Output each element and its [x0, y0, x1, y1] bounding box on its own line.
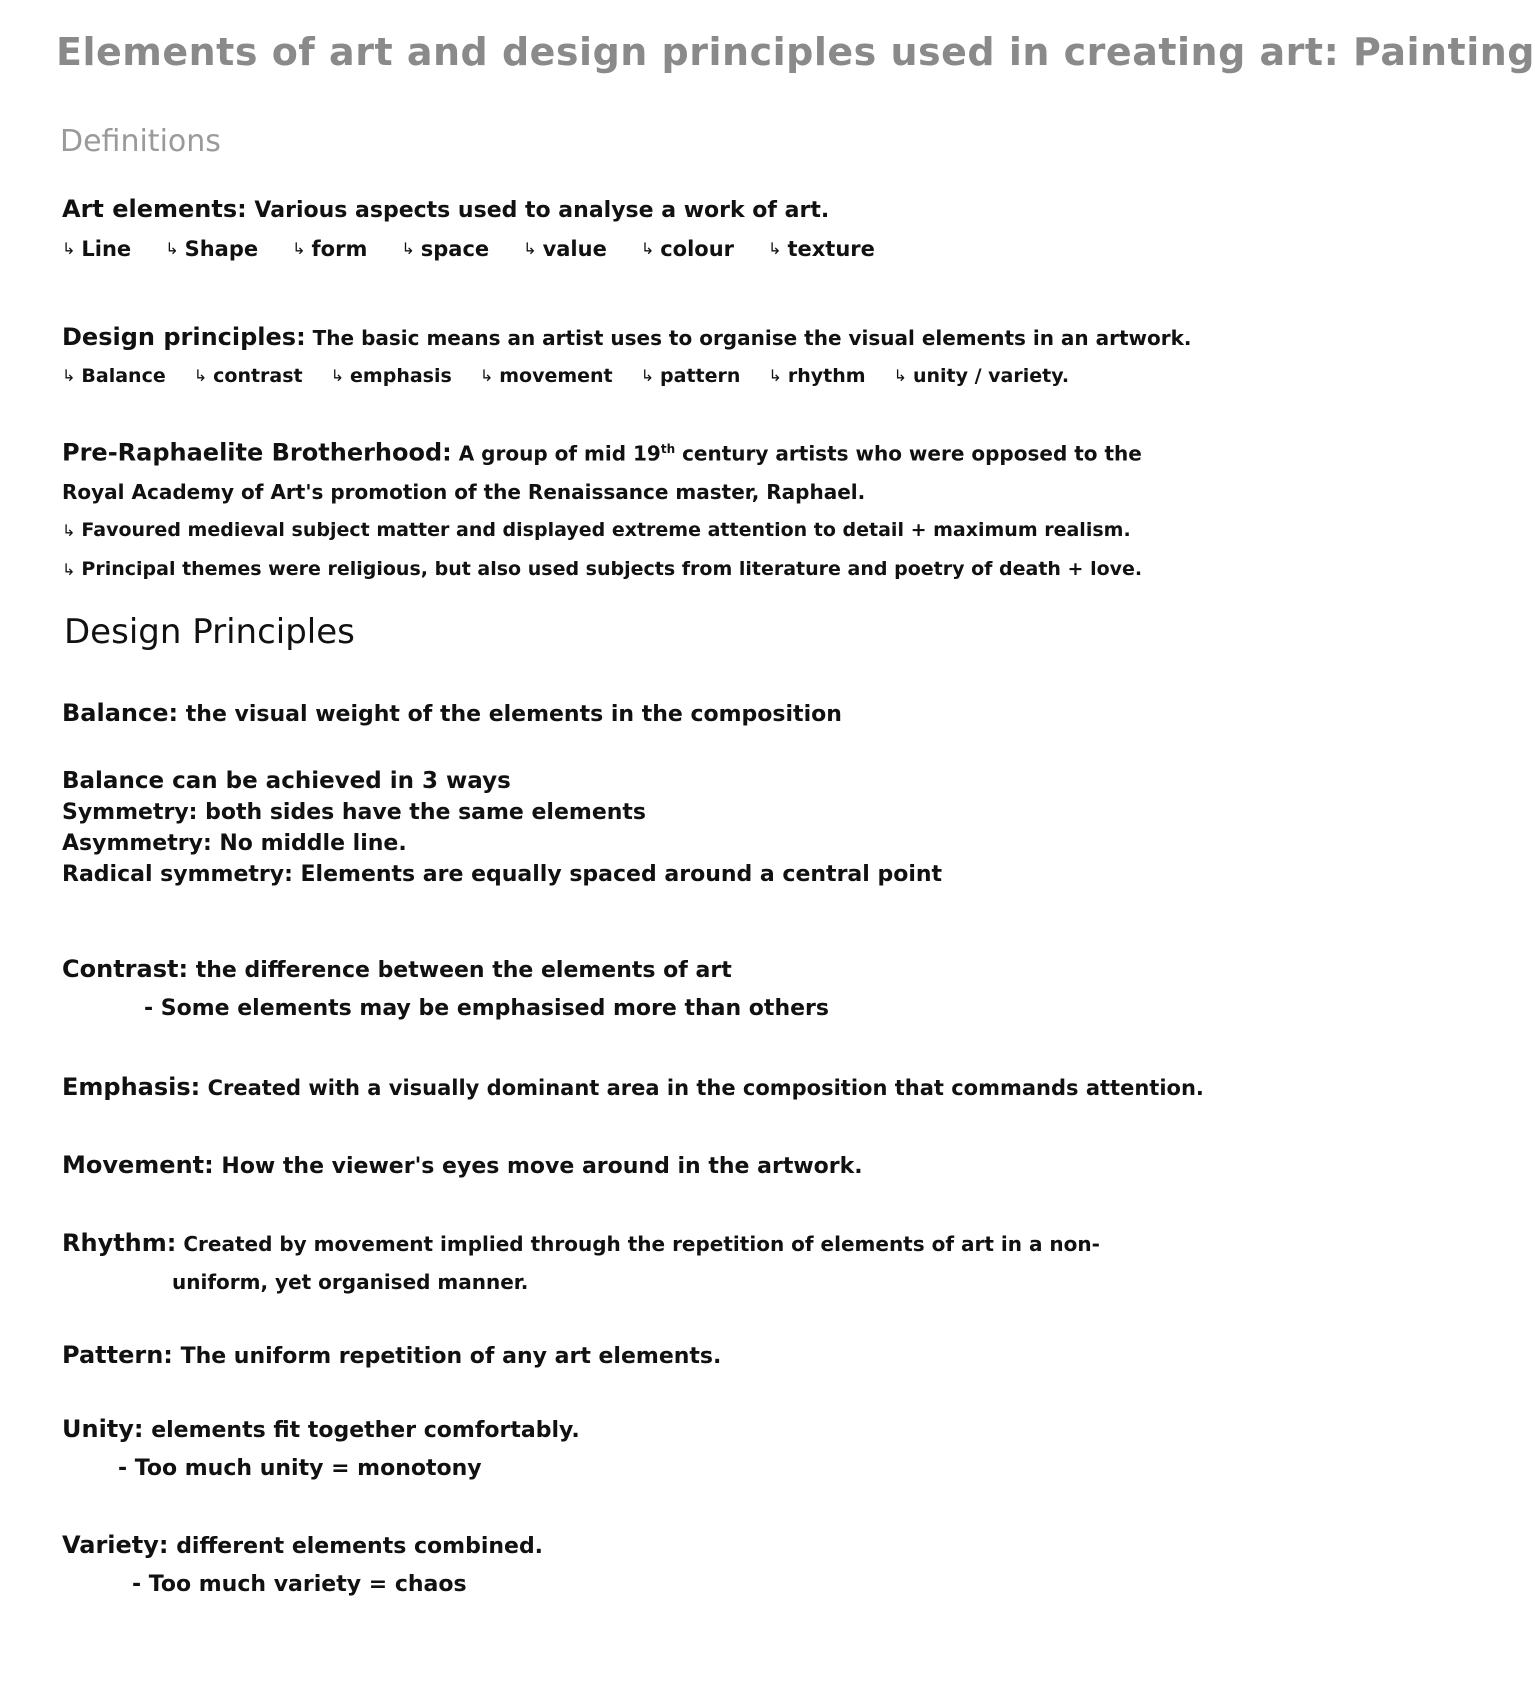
art-elements-block — [62, 190, 1160, 268]
arrow-icon: ↳ — [193, 366, 208, 385]
list-item: ↳ contrast — [194, 357, 303, 395]
list-item: ↳ Line — [62, 230, 131, 268]
contrast-term: Contrast: — [62, 955, 189, 983]
list-item: ↳ Shape — [165, 230, 258, 268]
art-elements-definition: Various aspects used to analyse a work of art. — [254, 198, 830, 223]
movement-term: Movement: — [62, 1151, 214, 1179]
balance-block — [62, 694, 1160, 734]
pre-raphaelite-line1: A group of mid 19 — [458, 441, 661, 466]
arrow-icon: ↳ — [523, 239, 537, 258]
balance-ways-block — [62, 766, 1160, 890]
contrast-block — [62, 950, 1160, 1028]
page-title: Elements of art and design principles used in creating art: Painting — [56, 30, 1535, 74]
rhythm-definition: Created by movement implied through the repetition of elements of art in a non- — [183, 1232, 1100, 1256]
pre-raphaelite-block — [62, 430, 1160, 589]
list-item: ↳ rhythm — [768, 357, 865, 395]
art-elements-list — [62, 230, 1160, 268]
balance-asymmetry: Asymmetry: No middle line. — [62, 831, 407, 856]
design-principles-definition: The basic means an artist uses to organise the visual elements in an artwork. — [312, 326, 1192, 350]
unity-term: Unity: — [62, 1415, 144, 1443]
design-principles-term: Design principles: — [62, 323, 306, 351]
pattern-block — [62, 1336, 1160, 1376]
movement-definition: How the viewer's eyes move around in the artwork. — [221, 1154, 863, 1179]
list-item: ↳ space — [401, 230, 489, 268]
rhythm-block — [62, 1224, 1160, 1301]
emphasis-term: Emphasis: — [62, 1073, 201, 1101]
arrow-icon: ↳ — [401, 239, 415, 258]
contrast-note: - Some elements may be emphasised more than others — [144, 996, 829, 1021]
rhythm-definition-cont: uniform, yet organised manner. — [172, 1270, 529, 1294]
list-item: ↳ emphasis — [331, 357, 452, 395]
list-item: ↳ value — [523, 230, 607, 268]
arrow-icon: ↳ — [640, 239, 655, 258]
pre-raphaelite-line1-cont: century artists who were opposed to the — [682, 441, 1142, 466]
arrow-icon: ↳ — [640, 366, 655, 385]
variety-term: Variety: — [62, 1531, 169, 1559]
pre-raphaelite-line2: Royal Academy of Art's promotion of the Renaissance master, Raphael. — [62, 479, 866, 504]
list-item: ↳ Balance — [62, 357, 166, 395]
movement-block — [62, 1146, 1160, 1186]
list-item: ↳ colour — [641, 230, 734, 268]
balance-symmetry: Symmetry: both sides have the same elements — [62, 800, 647, 825]
emphasis-block — [62, 1068, 1204, 1107]
design-principles-list — [62, 357, 1160, 395]
list-item: ↳ movement — [480, 357, 613, 395]
balance-radical: Radical symmetry: Elements are equally spaced around a central point — [62, 862, 943, 887]
rhythm-term: Rhythm: — [62, 1229, 177, 1257]
arrow-icon: ↳ — [62, 239, 76, 258]
arrow-icon: ↳ — [165, 239, 179, 258]
design-principles-heading: Design Principles — [64, 612, 355, 652]
superscript: th — [660, 442, 676, 456]
pattern-definition: The uniform repetition of any art elements. — [180, 1344, 722, 1369]
art-elements-term: Art elements: — [62, 195, 247, 223]
emphasis-definition: Created with a visually dominant area in the composition that commands attention. — [207, 1076, 1204, 1100]
contrast-definition: the difference between the elements of art — [195, 958, 732, 983]
pre-raphaelite-point1: ↳ Favoured medieval subject matter and displayed extreme attention to detail + maximum realism. — [62, 518, 1131, 541]
unity-definition: elements fit together comfortably. — [151, 1418, 580, 1443]
pre-raphaelite-term: Pre-Raphaelite Brotherhood: — [62, 438, 452, 467]
list-item: ↳ texture — [768, 230, 875, 268]
arrow-icon: ↳ — [62, 559, 76, 579]
definitions-subtitle: Definitions — [60, 124, 221, 159]
pattern-term: Pattern: — [62, 1341, 173, 1369]
unity-block — [62, 1410, 1160, 1488]
arrow-icon: ↳ — [62, 366, 76, 385]
balance-definition: the visual weight of the elements in the composition — [185, 702, 842, 727]
balance-term: Balance: — [62, 699, 179, 727]
design-principles-block — [62, 318, 1192, 395]
arrow-icon: ↳ — [893, 366, 907, 385]
pre-raphaelite-point2: ↳ Principal themes were religious, but also used subjects from literature and poetry of death + love. — [62, 557, 1143, 580]
arrow-icon: ↳ — [768, 239, 782, 258]
arrow-icon: ↳ — [330, 366, 345, 385]
arrow-icon: ↳ — [768, 366, 782, 385]
list-item: ↳ pattern — [641, 357, 741, 395]
unity-note: - Too much unity = monotony — [118, 1456, 482, 1481]
arrow-icon: ↳ — [62, 520, 76, 540]
list-item: ↳ unity / variety. — [894, 357, 1070, 395]
variety-note: - Too much variety = chaos — [132, 1572, 467, 1597]
arrow-icon: ↳ — [292, 239, 306, 258]
variety-block — [62, 1526, 1160, 1604]
variety-definition: different elements combined. — [176, 1534, 544, 1559]
balance-ways-intro: Balance can be achieved in 3 ways — [62, 768, 511, 794]
arrow-icon: ↳ — [479, 366, 494, 385]
list-item: ↳ form — [292, 230, 367, 268]
